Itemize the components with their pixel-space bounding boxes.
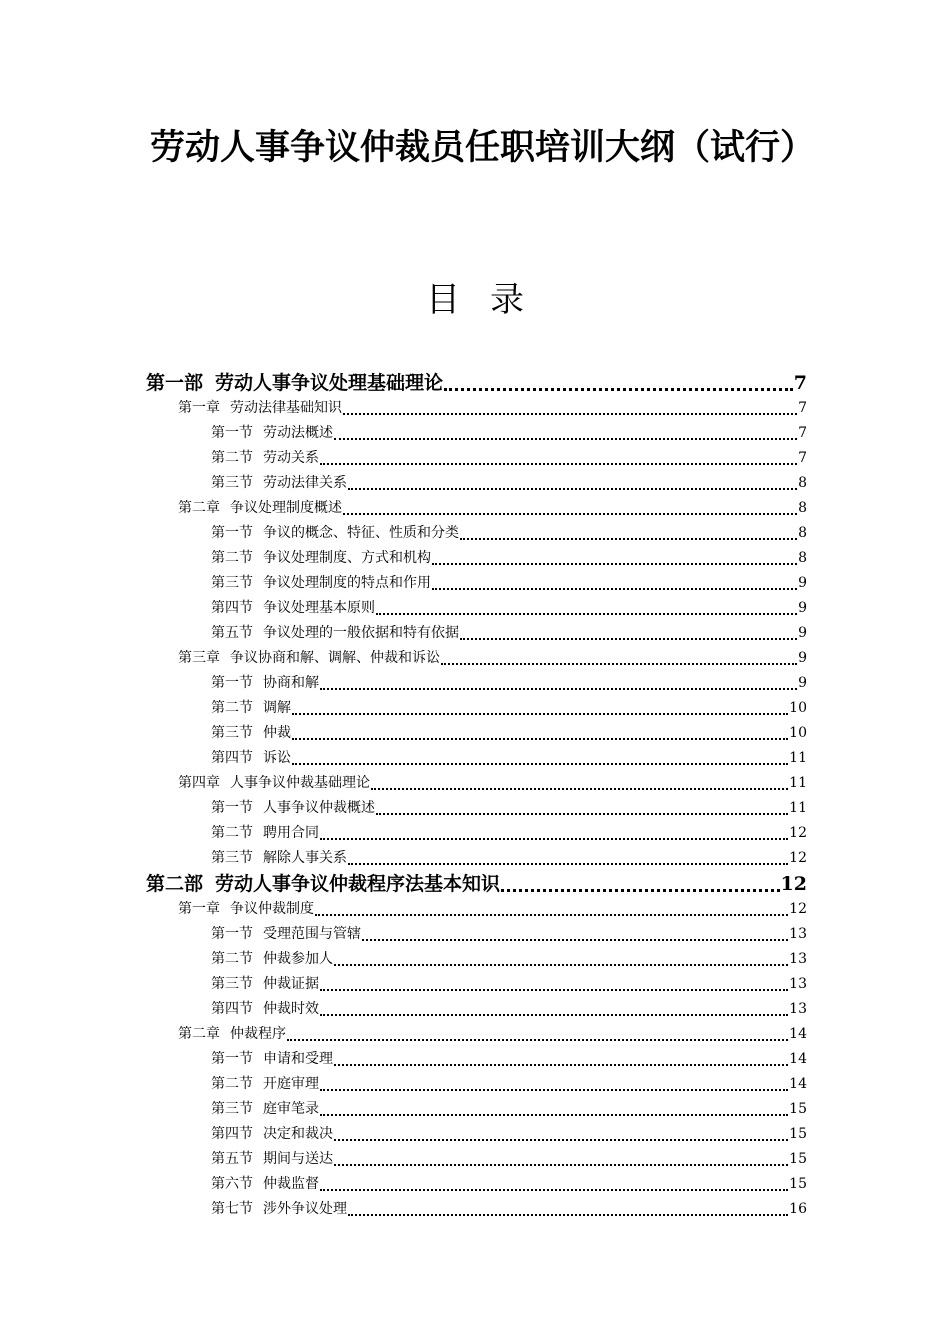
toc-entry-title: 争议仲裁制度 xyxy=(230,901,314,917)
toc-entry-label xyxy=(211,671,319,696)
toc-entry-number: 第四节 xyxy=(211,1001,253,1017)
table-of-contents xyxy=(146,370,807,1222)
toc-entry-label xyxy=(211,972,319,997)
toc-entry-title: 解除人事关系 xyxy=(263,850,347,866)
toc-entry-title: 申请和受理 xyxy=(263,1051,333,1067)
toc-entry[interactable] xyxy=(146,746,807,771)
toc-entry[interactable] xyxy=(146,721,807,746)
toc-entry-number: 第一节 xyxy=(211,525,253,541)
toc-entry-label xyxy=(211,546,431,571)
toc-page-number: 11 xyxy=(789,775,807,791)
toc-page-number: 7 xyxy=(793,372,807,394)
toc-entry-number: 第三节 xyxy=(211,976,253,992)
toc-entry-title: 诉讼 xyxy=(263,750,291,766)
toc-entry-title: 人事争议仲裁基础理论 xyxy=(230,775,370,791)
toc-dot-leader xyxy=(334,1064,788,1066)
toc-page-number: 13 xyxy=(789,1001,807,1017)
toc-entry-label xyxy=(211,1172,319,1197)
toc-dot-leader xyxy=(441,663,797,665)
toc-entry[interactable] xyxy=(146,1122,807,1147)
toc-entry[interactable] xyxy=(146,646,807,671)
toc-entry-title: 仲裁 xyxy=(263,725,291,741)
toc-page-number: 8 xyxy=(798,525,807,541)
toc-entry-number: 第二节 xyxy=(211,825,253,841)
toc-entry-title: 劳动人事争议仲裁程序法基本知识 xyxy=(215,873,501,895)
toc-entry-number: 第一部 xyxy=(146,372,204,394)
toc-page-number: 11 xyxy=(789,750,807,766)
toc-dot-leader xyxy=(320,1089,788,1091)
toc-entry-label xyxy=(178,496,342,521)
toc-entry-number: 第四节 xyxy=(211,1126,253,1142)
toc-entry-title: 庭审笔录 xyxy=(263,1101,319,1117)
toc-page-number: 11 xyxy=(789,800,807,816)
toc-page-number: 9 xyxy=(798,600,807,616)
toc-dot-leader xyxy=(320,1189,788,1191)
toc-entry[interactable] xyxy=(146,821,807,846)
toc-page-number: 16 xyxy=(789,1201,807,1217)
toc-page-number: 12 xyxy=(789,850,807,866)
toc-entry-label xyxy=(211,1097,319,1122)
toc-entry-title: 受理范围与管辖 xyxy=(263,926,361,942)
toc-entry[interactable] xyxy=(146,1197,807,1222)
toc-entry-label xyxy=(211,796,375,821)
toc-entry[interactable] xyxy=(146,846,807,871)
toc-page-number: 9 xyxy=(798,575,807,591)
toc-entry-number: 第四章 xyxy=(178,775,220,791)
toc-entry-number: 第一章 xyxy=(178,901,220,917)
toc-entry-number: 第四节 xyxy=(211,600,253,616)
toc-page-number: 12 xyxy=(789,901,807,917)
toc-entry-title: 劳动法律基础知识 xyxy=(230,400,342,416)
toc-entry[interactable] xyxy=(146,571,807,596)
toc-page-number: 9 xyxy=(798,625,807,641)
toc-entry-number: 第五节 xyxy=(211,1151,253,1167)
toc-entry-title: 协商和解 xyxy=(263,675,319,691)
toc-entry-label xyxy=(211,1072,319,1097)
toc-entry-title: 期间与送达 xyxy=(263,1151,333,1167)
toc-entry-number: 第二部 xyxy=(146,873,204,895)
toc-entry[interactable] xyxy=(146,796,807,821)
toc-dot-leader xyxy=(362,939,788,941)
toc-dot-leader xyxy=(320,688,797,690)
toc-entry-title: 争议协商和解、调解、仲裁和诉讼 xyxy=(230,650,440,666)
toc-dot-leader xyxy=(315,914,788,916)
toc-page-number: 14 xyxy=(789,1026,807,1042)
toc-entry-title: 决定和裁决 xyxy=(263,1126,333,1142)
toc-entry-number: 第二节 xyxy=(211,951,253,967)
toc-entry[interactable] xyxy=(146,771,807,796)
toc-entry-label xyxy=(178,897,314,922)
toc-entry[interactable] xyxy=(146,446,807,471)
toc-entry-number: 第二章 xyxy=(178,1026,220,1042)
toc-dot-leader xyxy=(334,1139,788,1141)
toc-dot-leader xyxy=(371,788,788,790)
toc-entry-title: 劳动关系 xyxy=(263,450,319,466)
toc-page-number: 13 xyxy=(789,926,807,942)
toc-entry[interactable] xyxy=(146,1047,807,1072)
toc-page-number: 8 xyxy=(798,550,807,566)
toc-entry[interactable] xyxy=(146,1072,807,1097)
toc-entry[interactable] xyxy=(146,997,807,1022)
toc-entry[interactable] xyxy=(146,1022,807,1047)
toc-dot-leader xyxy=(334,964,788,966)
toc-entry-number: 第二节 xyxy=(211,450,253,466)
toc-entry-label xyxy=(211,1122,333,1147)
toc-entry[interactable] xyxy=(146,871,807,897)
toc-dot-leader xyxy=(292,713,788,715)
toc-page-number: 12 xyxy=(780,873,807,895)
toc-entry-label xyxy=(211,1197,347,1222)
toc-page-number: 10 xyxy=(789,725,807,741)
toc-entry-number: 第二章 xyxy=(178,500,220,516)
toc-entry[interactable] xyxy=(146,370,807,396)
toc-page-number: 12 xyxy=(789,825,807,841)
toc-entry-title: 劳动人事争议处理基础理论 xyxy=(215,372,444,394)
toc-entry-title: 开庭审理 xyxy=(263,1076,319,1092)
toc-entry-title: 仲裁时效 xyxy=(263,1001,319,1017)
toc-entry-label xyxy=(211,421,333,446)
toc-entry-label xyxy=(211,1147,333,1172)
toc-entry-number: 第一节 xyxy=(211,926,253,942)
toc-page-number: 7 xyxy=(798,400,807,416)
toc-entry-number: 第三节 xyxy=(211,475,253,491)
toc-entry-label xyxy=(211,947,333,972)
toc-entry-number: 第一节 xyxy=(211,800,253,816)
toc-dot-leader xyxy=(287,1039,788,1041)
toc-dot-leader xyxy=(334,1164,788,1166)
toc-page-number: 9 xyxy=(798,650,807,666)
toc-entry-number: 第二节 xyxy=(211,550,253,566)
toc-page-number: 14 xyxy=(789,1076,807,1092)
toc-dot-leader xyxy=(432,588,797,590)
toc-entry-number: 第一节 xyxy=(211,425,253,441)
toc-entry[interactable] xyxy=(146,897,807,922)
toc-entry-number: 第一节 xyxy=(211,1051,253,1067)
toc-entry-label xyxy=(146,871,500,897)
toc-entry-number: 第三章 xyxy=(178,650,220,666)
toc-dot-leader xyxy=(460,638,797,640)
toc-dot-leader xyxy=(501,889,780,892)
toc-entry-number: 第二节 xyxy=(211,700,253,716)
toc-entry-title: 争议处理制度概述 xyxy=(230,500,342,516)
toc-dot-leader xyxy=(376,613,797,615)
toc-dot-leader xyxy=(343,413,797,415)
toc-entry[interactable] xyxy=(146,922,807,947)
toc-dot-leader xyxy=(320,838,788,840)
toc-entry-label xyxy=(178,646,440,671)
toc-dot-leader xyxy=(376,813,788,815)
toc-dot-leader xyxy=(320,463,797,465)
toc-entry-label xyxy=(211,1047,333,1072)
toc-entry-label xyxy=(211,596,375,621)
toc-dot-leader xyxy=(444,388,793,391)
toc-entry-label xyxy=(146,370,443,396)
toc-entry[interactable] xyxy=(146,521,807,546)
toc-entry-title: 争议处理的一般依据和特有依据 xyxy=(263,625,459,641)
toc-page-number: 14 xyxy=(789,1051,807,1067)
toc-dot-leader xyxy=(343,513,797,515)
toc-entry-number: 第四节 xyxy=(211,750,253,766)
toc-dot-leader xyxy=(334,438,797,440)
toc-entry[interactable] xyxy=(146,947,807,972)
toc-entry-label xyxy=(211,721,291,746)
toc-dot-leader xyxy=(460,538,797,540)
document-title: 劳动人事争议仲裁员任职培训大纲（试行） xyxy=(150,127,816,168)
toc-page-number: 7 xyxy=(798,450,807,466)
toc-entry[interactable] xyxy=(146,696,807,721)
toc-entry-label xyxy=(211,846,347,871)
toc-page-number: 15 xyxy=(789,1176,807,1192)
toc-dot-leader xyxy=(320,1014,788,1016)
toc-entry-title: 争议处理制度的特点和作用 xyxy=(263,575,431,591)
toc-dot-leader xyxy=(292,738,788,740)
toc-entry-number: 第三节 xyxy=(211,725,253,741)
toc-entry-label xyxy=(178,396,342,421)
toc-entry-title: 仲裁程序 xyxy=(230,1026,286,1042)
toc-entry-title: 争议处理制度、方式和机构 xyxy=(263,550,431,566)
toc-entry[interactable] xyxy=(146,596,807,621)
toc-entry-label xyxy=(211,446,319,471)
toc-heading: 目录 xyxy=(426,280,554,320)
toc-entry-label xyxy=(211,621,459,646)
toc-entry-number: 第一节 xyxy=(211,675,253,691)
toc-entry-title: 争议的概念、特征、性质和分类 xyxy=(263,525,459,541)
toc-entry-label xyxy=(211,471,347,496)
toc-entry-title: 劳动法律关系 xyxy=(263,475,347,491)
toc-entry-title: 仲裁参加人 xyxy=(263,951,333,967)
toc-dot-leader xyxy=(348,1214,788,1216)
toc-entry-title: 争议处理基本原则 xyxy=(263,600,375,616)
toc-entry-label xyxy=(211,521,459,546)
toc-dot-leader xyxy=(320,989,788,991)
toc-entry-label xyxy=(211,821,319,846)
toc-page-number: 13 xyxy=(789,951,807,967)
toc-page-number: 15 xyxy=(789,1151,807,1167)
toc-entry-number: 第二节 xyxy=(211,1076,253,1092)
toc-page-number: 15 xyxy=(789,1126,807,1142)
toc-entry-label xyxy=(211,746,291,771)
toc-entry-number: 第五节 xyxy=(211,625,253,641)
toc-entry[interactable] xyxy=(146,421,807,446)
toc-entry[interactable] xyxy=(146,496,807,521)
toc-page-number: 10 xyxy=(789,700,807,716)
toc-entry-label xyxy=(211,922,361,947)
toc-entry-number: 第三节 xyxy=(211,575,253,591)
toc-entry-title: 涉外争议处理 xyxy=(263,1201,347,1217)
toc-entry-number: 第七节 xyxy=(211,1201,253,1217)
toc-page-number: 9 xyxy=(798,675,807,691)
toc-page-number: 8 xyxy=(798,500,807,516)
toc-dot-leader xyxy=(292,763,788,765)
toc-entry[interactable] xyxy=(146,1172,807,1197)
toc-page-number: 8 xyxy=(798,475,807,491)
toc-entry-title: 调解 xyxy=(263,700,291,716)
toc-entry[interactable] xyxy=(146,1097,807,1122)
toc-entry-label xyxy=(211,696,291,721)
toc-entry-label xyxy=(211,571,431,596)
toc-entry[interactable] xyxy=(146,1147,807,1172)
toc-entry-label xyxy=(211,997,319,1022)
toc-entry-label xyxy=(178,1022,286,1047)
toc-entry-title: 人事争议仲裁概述 xyxy=(263,800,375,816)
toc-entry-title: 仲裁证据 xyxy=(263,976,319,992)
toc-entry[interactable] xyxy=(146,671,807,696)
toc-page-number: 7 xyxy=(798,425,807,441)
toc-entry[interactable] xyxy=(146,471,807,496)
toc-entry-label xyxy=(178,771,370,796)
toc-entry[interactable] xyxy=(146,972,807,997)
toc-entry-number: 第三节 xyxy=(211,850,253,866)
toc-page-number: 13 xyxy=(789,976,807,992)
toc-dot-leader xyxy=(348,488,797,490)
toc-dot-leader xyxy=(432,563,797,565)
toc-dot-leader xyxy=(348,863,788,865)
toc-entry-title: 劳动法概述 xyxy=(263,425,333,441)
toc-entry-title: 仲裁监督 xyxy=(263,1176,319,1192)
toc-entry-number: 第三节 xyxy=(211,1101,253,1117)
toc-entry-title: 聘用合同 xyxy=(263,825,319,841)
toc-entry[interactable] xyxy=(146,546,807,571)
toc-entry[interactable] xyxy=(146,396,807,421)
toc-page-number: 15 xyxy=(789,1101,807,1117)
toc-dot-leader xyxy=(320,1114,788,1116)
toc-entry-number: 第一章 xyxy=(178,400,220,416)
toc-entry-number: 第六节 xyxy=(211,1176,253,1192)
toc-entry[interactable] xyxy=(146,621,807,646)
